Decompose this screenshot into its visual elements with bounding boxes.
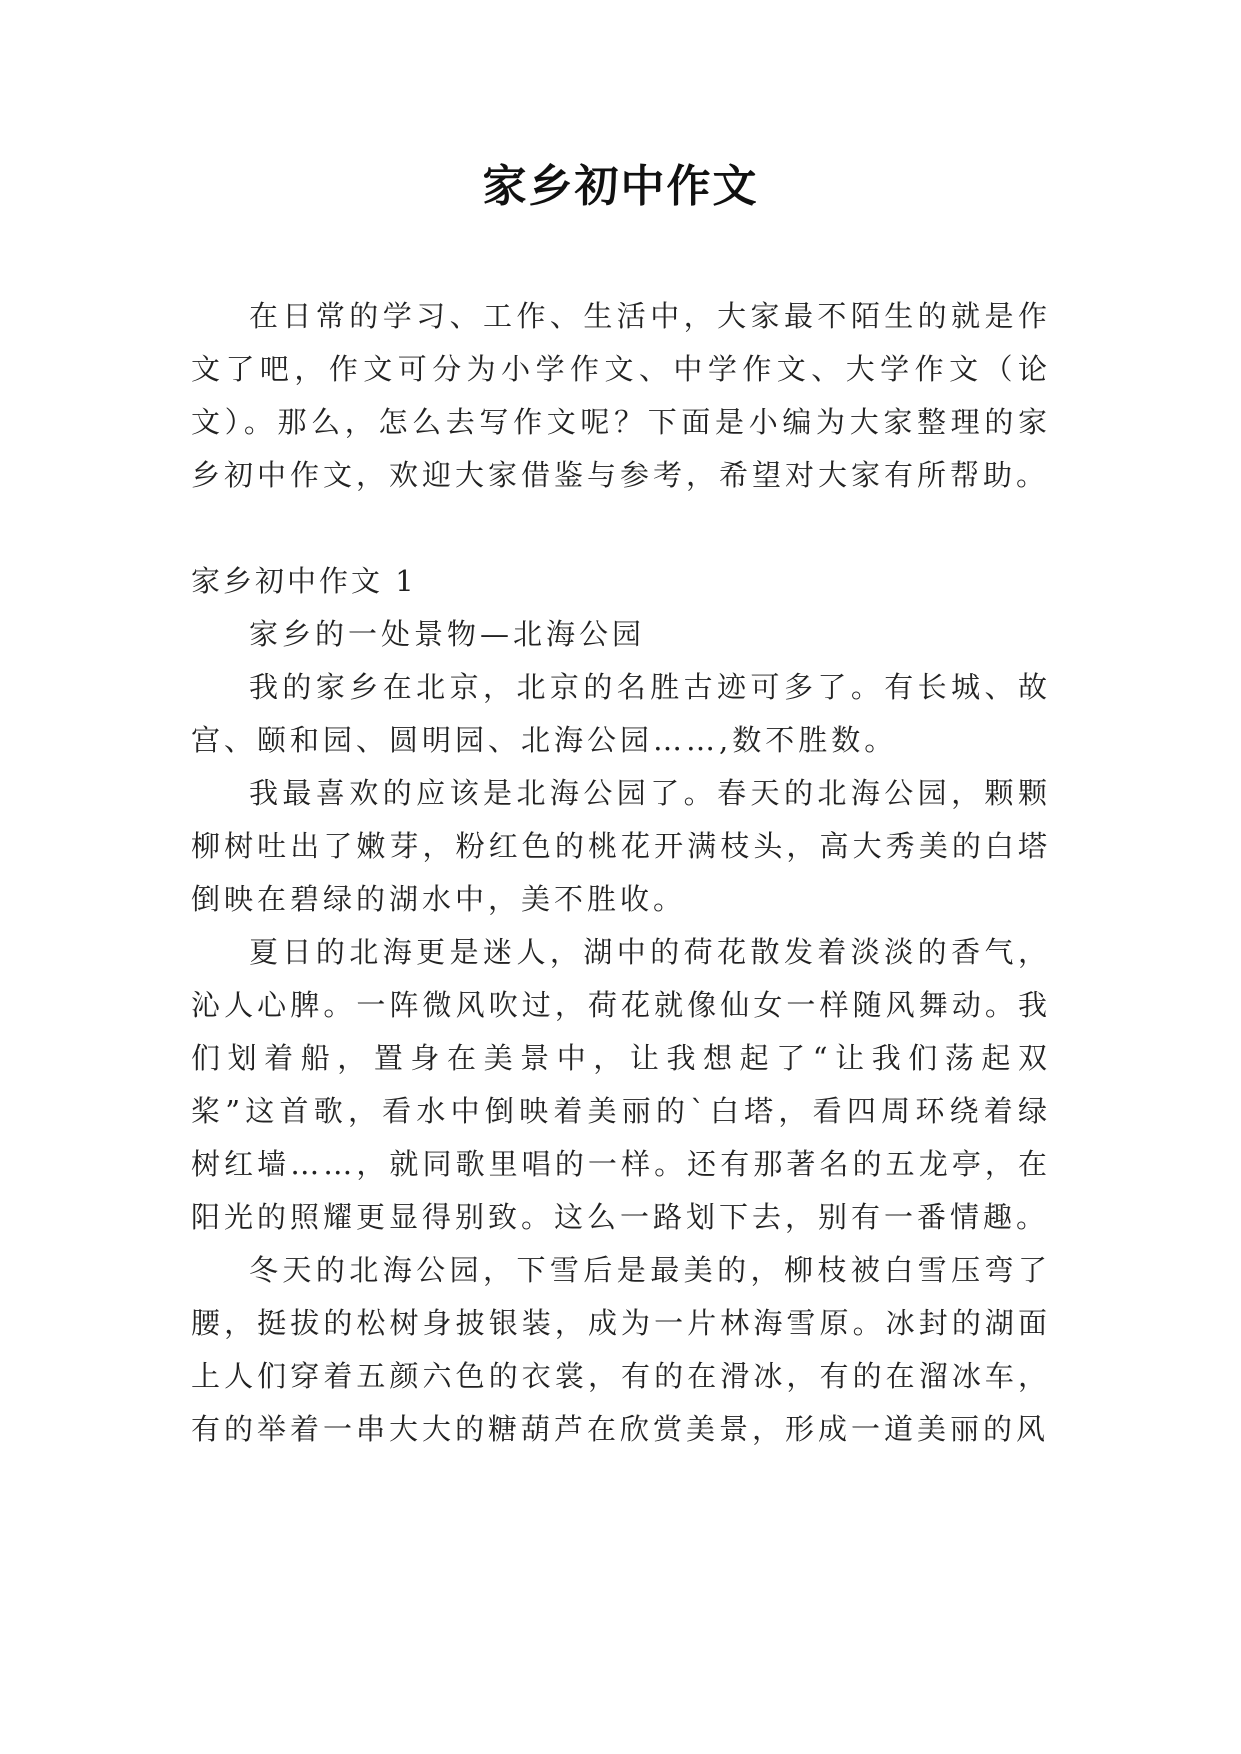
body-paragraph: 我最喜欢的应该是北海公园了。春天的北海公园，颗颗柳树吐出了嫩芽，粉红色的桃花开满枝头，高大秀美的白塔倒映在碧绿的湖水中，美不胜收。 xyxy=(191,776,1051,916)
document-title: 家乡初中作文 xyxy=(482,161,759,212)
body-paragraph: 我的家乡在北京，北京的名胜古迹可多了。有长城、故宫、颐和园、圆明园、北海公园……,数不胜数。 xyxy=(191,670,1051,757)
body-paragraph: 冬天的北海公园，下雪后是最美的，柳枝被白雪压弯了腰，挺拔的松树身披银装，成为一片林海雪原。冰封的湖面上人们穿着五颜六色的衣裳，有的在滑冰，有的在溜冰车，有的举着一串大大的糖葫芦在欣赏美景，形成一道美丽的风 xyxy=(191,1253,1051,1446)
essay-title: 家乡的一处景物—北海公园 xyxy=(249,617,646,651)
intro-paragraph: 在日常的学习、工作、生活中，大家最不陌生的就是作文了吧，作文可分为小学作文、中学作文、大学作文（论文）。那么，怎么去写作文呢？下面是小编为大家整理的家乡初中作文，欢迎大家借鉴与参考，希望对大家有所帮助。 xyxy=(191,299,1051,492)
body-paragraph: 夏日的北海更是迷人，湖中的荷花散发着淡淡的香气，沁人心脾。一阵微风吹过，荷花就像仙女一样随风舞动。我们划着船，置身在美景中，让我想起了“让我们荡起双桨”这首歌，看水中倒映着美丽的`白塔，看四周环绕着绿树红墙……，就同歌里唱的一样。还有那著名的五龙亭，在阳光的照耀更显得别致。这么一路划下去，别有一番情趣。 xyxy=(191,935,1051,1234)
document-body xyxy=(191,290,1051,1456)
section-heading: 家乡初中作文 1 xyxy=(191,564,417,598)
